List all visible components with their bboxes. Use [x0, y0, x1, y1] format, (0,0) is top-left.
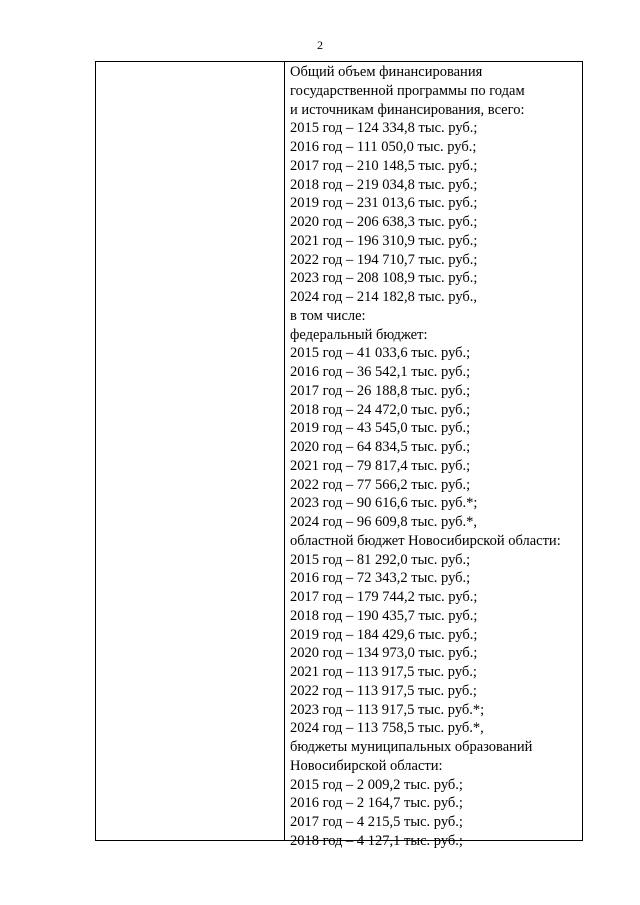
municipal-year-line: 2016 год – 2 164,7 тыс. руб.;	[290, 795, 463, 812]
heading-line: и источникам финансирования, всего:	[290, 101, 525, 118]
including-label: в том числе:	[290, 307, 366, 324]
federal-year-line: 2023 год – 90 616,6 тыс. руб.*;	[290, 495, 478, 512]
financing-table	[95, 61, 583, 849]
total-year-line: 2018 год – 219 034,8 тыс. руб.;	[290, 176, 478, 193]
regional-year-line: 2020 год – 134 973,0 тыс. руб.;	[290, 645, 478, 662]
total-year-line: 2020 год – 206 638,3 тыс. руб.;	[290, 214, 478, 230]
regional-year-line: 2021 год – 113 917,5 тыс. руб.;	[290, 664, 477, 680]
regional-year-line: 2022 год – 113 917,5 тыс. руб.;	[290, 682, 477, 699]
regional-year-line: 2016 год – 72 343,2 тыс. руб.;	[290, 570, 471, 587]
total-year-line: 2021 год – 196 310,9 тыс. руб.;	[290, 232, 478, 249]
federal-year-line: 2024 год – 96 609,8 тыс. руб.*,	[290, 514, 478, 530]
total-year-line: 2024 год – 214 182,8 тыс. руб.,	[290, 289, 478, 305]
regional-year-line: 2019 год – 184 429,6 тыс. руб.;	[290, 626, 478, 643]
federal-year-line: 2019 год – 43 545,0 тыс. руб.;	[290, 420, 471, 437]
federal-year-line: 2015 год – 41 033,6 тыс. руб.;	[290, 345, 471, 362]
page-number: 2	[317, 38, 323, 52]
federal-year-line: 2020 год – 64 834,5 тыс. руб.;	[290, 439, 471, 455]
column-divider	[284, 62, 285, 840]
heading-line: государственной программы по годам	[290, 82, 525, 99]
federal-year-line: 2018 год – 24 472,0 тыс. руб.;	[290, 401, 471, 418]
federal-year-line: 2021 год – 79 817,4 тыс. руб.;	[290, 457, 471, 474]
regional-budget-label: областной бюджет Новосибирской области:	[290, 532, 561, 549]
total-year-line: 2015 год – 124 334,8 тыс. руб.;	[290, 120, 478, 137]
regional-year-line: 2018 год – 190 435,7 тыс. руб.;	[290, 607, 478, 624]
regional-year-line: 2023 год – 113 917,5 тыс. руб.*;	[290, 701, 485, 718]
regional-year-line: 2017 год – 179 744,2 тыс. руб.;	[290, 589, 478, 605]
regional-year-line: 2015 год – 81 292,0 тыс. руб.;	[290, 551, 471, 568]
federal-year-line: 2017 год – 26 188,8 тыс. руб.;	[290, 382, 471, 399]
federal-budget-label: федеральный бюджет:	[290, 326, 428, 343]
total-year-line: 2022 год – 194 710,7 тыс. руб.;	[290, 251, 478, 268]
municipal-budget-label: бюджеты муниципальных образований	[290, 739, 533, 755]
municipal-budget-label: Новосибирской области:	[290, 757, 443, 774]
municipal-year-line: 2018 год – 4 127,1 тыс. руб.;	[290, 832, 463, 849]
total-year-line: 2019 год – 231 013,6 тыс. руб.;	[290, 195, 478, 212]
municipal-year-line: 2017 год – 4 215,5 тыс. руб.;	[290, 814, 463, 830]
total-year-line: 2023 год – 208 108,9 тыс. руб.;	[290, 270, 478, 287]
federal-year-line: 2022 год – 77 566,2 тыс. руб.;	[290, 476, 471, 493]
federal-year-line: 2016 год – 36 542,1 тыс. руб.;	[290, 364, 471, 380]
financing-details-cell	[290, 63, 578, 851]
heading-line: Общий объем финансирования	[290, 64, 483, 80]
regional-year-line: 2024 год – 113 758,5 тыс. руб.*,	[290, 720, 484, 737]
municipal-year-line: 2015 год – 2 009,2 тыс. руб.;	[290, 776, 463, 793]
total-year-line: 2017 год – 210 148,5 тыс. руб.;	[290, 157, 478, 174]
total-year-line: 2016 год – 111 050,0 тыс. руб.;	[290, 139, 477, 155]
